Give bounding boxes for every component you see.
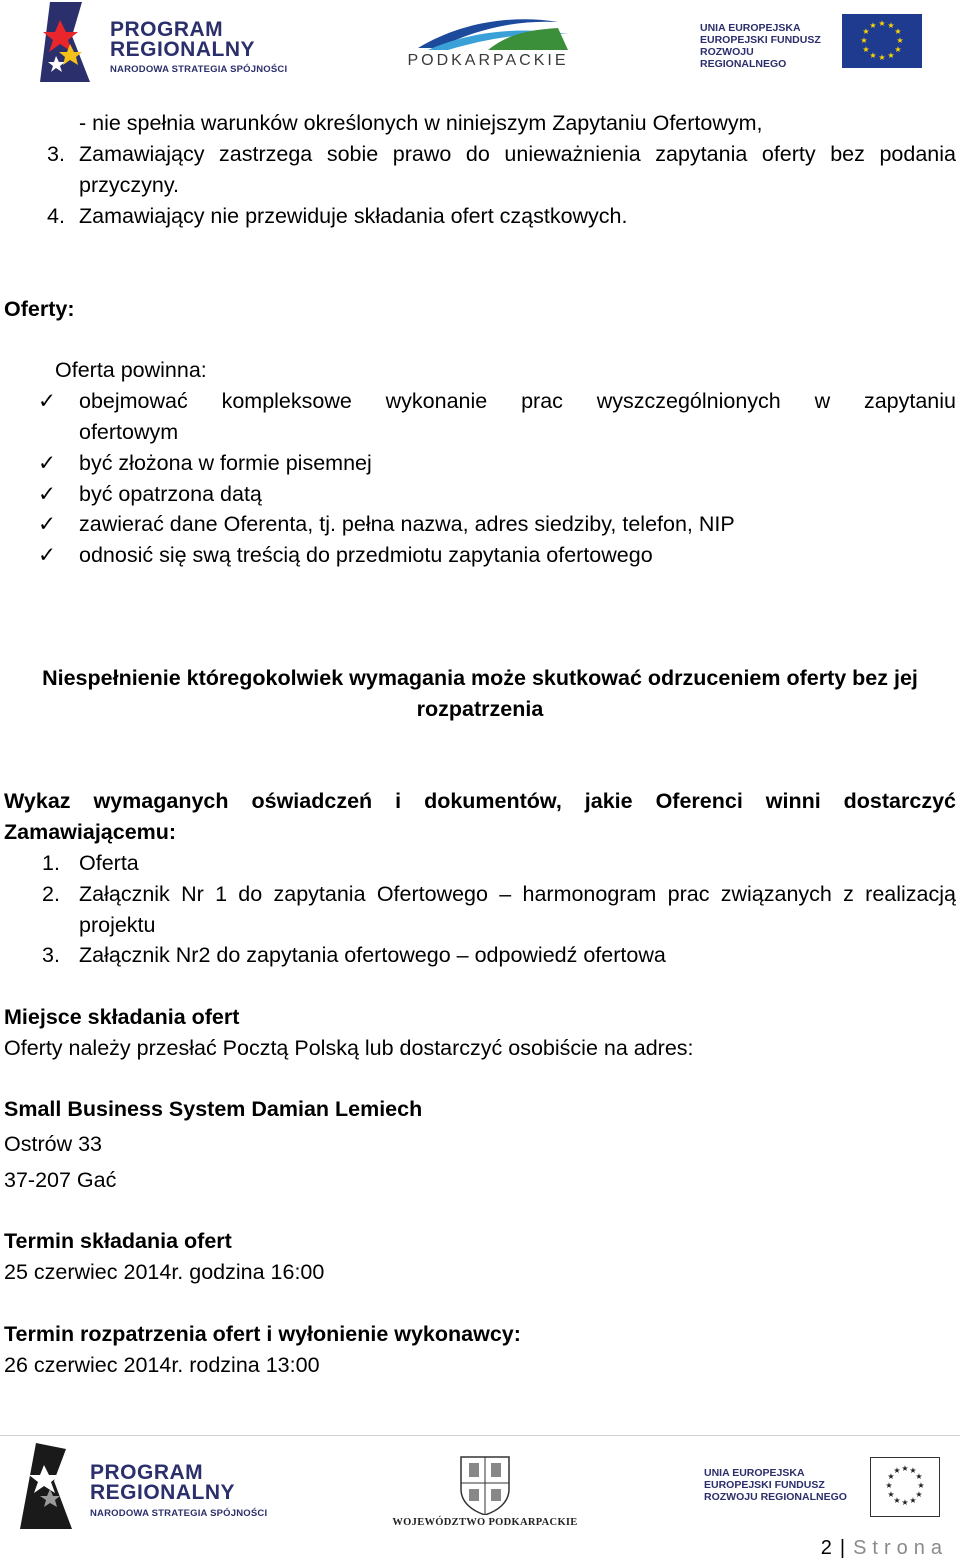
svg-text:★: ★ <box>896 36 904 45</box>
requirement-2: być złożona w formie pisemnej <box>79 451 372 475</box>
svg-text:★: ★ <box>887 21 895 30</box>
eu-logo-line3: ROZWOJU REGIONALNEGO <box>700 46 787 70</box>
svg-text:★: ★ <box>878 19 886 28</box>
program-regionalny-logo <box>40 2 300 82</box>
document-1-text: Oferta <box>79 851 139 875</box>
document-2-text-line2: projektu <box>79 913 156 937</box>
svg-text:★: ★ <box>894 45 902 54</box>
condition-4-number: 4. <box>47 204 65 228</box>
svg-text:★: ★ <box>915 1472 923 1481</box>
eu-logo-line1: UNIA EUROPEJSKA <box>700 22 801 34</box>
footer-eu-logo <box>704 1457 940 1515</box>
svg-text:★: ★ <box>887 51 895 60</box>
document-3-number: 3. <box>42 943 60 967</box>
eu-logo-line2: EUROPEJSKI FUNDUSZ <box>700 34 821 46</box>
footer-program-logo-line1: PROGRAM <box>90 1461 204 1484</box>
svg-text:★: ★ <box>869 51 877 60</box>
place-heading: Miejsce składania ofert <box>4 1005 240 1029</box>
check-icon: ✓ <box>38 451 57 475</box>
svg-text:★: ★ <box>878 53 886 62</box>
condition-3-number: 3. <box>47 142 65 166</box>
page-header <box>0 0 960 88</box>
footer-eu-logo-line1: UNIA EUROPEJSKA <box>704 1467 805 1479</box>
svg-text:★: ★ <box>860 36 868 45</box>
review-text: 26 czerwiec 2014r. rodzina 13:00 <box>4 1353 320 1377</box>
program-star-icon <box>40 2 102 82</box>
offer-intro: Oferta powinna: <box>55 358 207 382</box>
document-2-number: 2. <box>42 882 60 906</box>
footer-program-regionalny-logo <box>20 1443 290 1529</box>
document-1-number: 1. <box>42 851 60 875</box>
footer-program-logo-title <box>90 1463 235 1503</box>
svg-text:★: ★ <box>869 21 877 30</box>
footer-program-logo-line2: REGIONALNY <box>90 1481 236 1504</box>
svg-text:★: ★ <box>887 1490 895 1499</box>
address-line1: Ostrów 33 <box>4 1132 102 1156</box>
program-logo-subtitle: NARODOWA STRATEGIA SPÓJNOŚCI <box>110 64 288 75</box>
footer-eu-logo-line2: EUROPEJSKI FUNDUSZ <box>704 1479 825 1491</box>
podkarpackie-logo <box>398 14 578 72</box>
offers-heading: Oferty: <box>4 297 75 321</box>
documents-heading-line2: Zamawiającemu: <box>4 820 177 844</box>
page-footer <box>0 1435 960 1562</box>
eu-logo-text <box>700 22 836 70</box>
deadline-text: 25 czerwiec 2014r. godzina 16:00 <box>4 1260 325 1284</box>
svg-text:★: ★ <box>862 27 870 36</box>
eu-logo <box>700 14 922 68</box>
document-3-text: Załącznik Nr2 do zapytania ofertowego – odpowiedź ofertowa <box>79 943 666 967</box>
svg-text:★: ★ <box>894 27 902 36</box>
program-logo-title <box>110 20 255 60</box>
requirement-1-line2: ofertowym <box>79 420 179 444</box>
documents-heading-line1: Wykaz wymaganych oświadczeń i dokumentów, jakie Oferenci winni dostarczyć <box>4 789 956 813</box>
company-name: Small Business System Damian Lemiech <box>4 1097 423 1121</box>
svg-text:★: ★ <box>909 1496 917 1505</box>
requirement-3: być opatrzona datą <box>79 482 262 506</box>
svg-text:★: ★ <box>909 1466 917 1475</box>
podkarpackie-swoosh-icon <box>398 14 578 52</box>
footer-eu-flag-icon <box>870 1457 940 1517</box>
svg-text:★: ★ <box>885 1481 893 1490</box>
review-heading: Termin rozpatrzenia ofert i wyłonienie wykonawcy: <box>4 1322 521 1346</box>
page-number-separator: | <box>839 1537 846 1559</box>
requirement-5: odnosić się swą treścią do przedmiotu zapytania ofertowego <box>79 543 653 567</box>
check-icon: ✓ <box>38 512 57 536</box>
svg-text:★: ★ <box>893 1466 901 1475</box>
warning-line2: rozpatrzenia <box>416 697 544 721</box>
requirement-4: zawierać dane Oferenta, tj. pełna nazwa, adres siedziby, telefon, NIP <box>79 512 735 536</box>
svg-text:★: ★ <box>901 1498 909 1507</box>
program-logo-line1: PROGRAM <box>110 18 224 41</box>
warning-line1: Niespełnienie któregokolwiek wymagania może skutkować odrzuceniem oferty bez jej <box>42 666 918 690</box>
place-text: Oferty należy przesłać Pocztą Polską lub dostarczyć osobiście na adres: <box>4 1036 694 1060</box>
document-2-text-line1: Załącznik Nr 1 do zapytania Ofertowego – harmonogram prac związanych z realizacją <box>79 882 956 906</box>
address-line2: 37-207 Gać <box>4 1168 117 1192</box>
check-icon: ✓ <box>38 389 57 413</box>
svg-text:★: ★ <box>917 1481 925 1490</box>
condition-4-text: Zamawiający nie przewiduje składania ofert cząstkowych. <box>79 204 628 228</box>
eu-flag-icon <box>842 14 922 68</box>
footer-eu-logo-line3: ROZWOJU REGIONALNEGO <box>704 1491 847 1503</box>
condition-3-text-line1: Zamawiający zastrzega sobie prawo do unieważnienia zapytania oferty bez podania <box>79 142 956 166</box>
conditions-tail-item: - nie spełnia warunków określonych w niniejszym Zapytaniu Ofertowym, <box>79 111 763 135</box>
svg-text:★: ★ <box>887 1472 895 1481</box>
footer-program-logo-subtitle: NARODOWA STRATEGIA SPÓJNOŚCI <box>90 1508 268 1519</box>
requirement-1-line1: obejmować kompleksowe wykonanie prac wyszczególnionych w zapytaniu <box>79 389 956 413</box>
footer-divider <box>0 1435 960 1436</box>
deadline-heading: Termin składania ofert <box>4 1229 232 1253</box>
check-icon: ✓ <box>38 543 57 567</box>
page-number-value: 2 <box>820 1537 832 1559</box>
page-number-label: Strona <box>853 1537 948 1559</box>
condition-3-text-line2: przyczyny. <box>79 173 179 197</box>
check-icon: ✓ <box>38 482 57 506</box>
voivodeship-text: WOJEWÓDZTWO PODKARPACKIE <box>392 1517 578 1528</box>
voivodeship-coat-of-arms-icon <box>385 1453 585 1515</box>
svg-text:★: ★ <box>901 1464 909 1473</box>
svg-text:★: ★ <box>915 1490 923 1499</box>
page-number <box>821 1536 948 1560</box>
voivodeship-logo <box>385 1453 585 1531</box>
footer-eu-logo-text <box>704 1467 854 1503</box>
svg-text:★: ★ <box>862 45 870 54</box>
svg-text:★: ★ <box>893 1496 901 1505</box>
footer-program-star-icon <box>20 1443 80 1529</box>
podkarpackie-logo-text: PODKARPACKIE <box>407 52 569 69</box>
program-logo-line2: REGIONALNY <box>110 38 256 61</box>
